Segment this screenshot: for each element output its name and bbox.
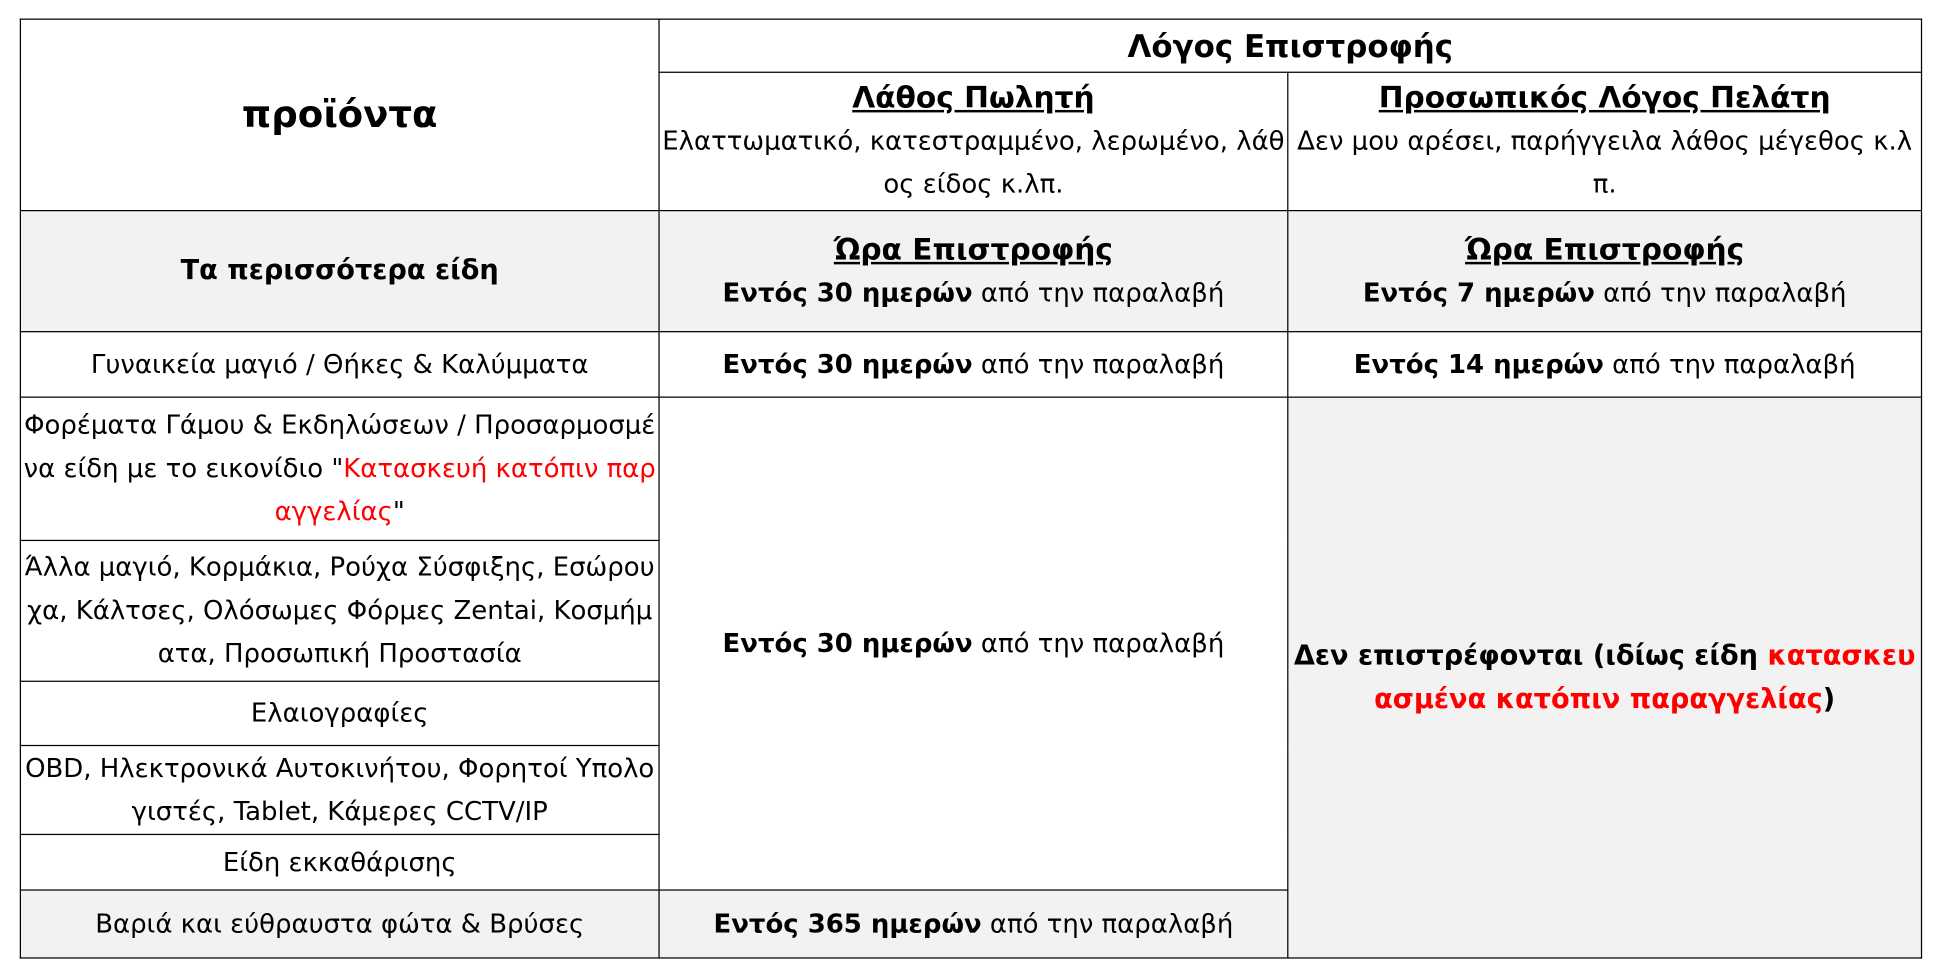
seller-return-rest: από την παραλαβή (972, 277, 1225, 307)
row-seller-cell (659, 890, 1288, 958)
most-items-seller-cell (659, 211, 1288, 332)
row-seller-rest: από την παραλαβή (981, 908, 1234, 939)
row-label (20, 397, 659, 540)
row-label: OBD, Ηλεκτρονικά Αυτοκινήτου, Φορητοί Υπολογιστές, Tablet, Κάμερες CCTV/IP (20, 746, 659, 835)
table-row (20, 332, 1921, 397)
row-label: Άλλα μαγιό, Κορμάκια, Ρούχα Σύσφιξης, Εσώρουχα, Κάλτσες, Ολόσωμες Φόρμες Zentai, Κοσμήματα, Προσωπική Προστασία (20, 540, 659, 681)
customer-return-time-title: Ώρα Επιστροφής (1465, 231, 1745, 267)
customer-return-rest: από την παραλαβή (1594, 277, 1847, 307)
row-label: Βαριά και εύθραυστα φώτα & Βρύσες (20, 890, 659, 958)
seller-error-header (659, 72, 1288, 210)
seller-error-title: Λάθος Πωλητή (852, 80, 1095, 115)
customer-personal-title: Προσωπικός Λόγος Πελάτη (1378, 80, 1831, 115)
table-row (20, 397, 1921, 540)
group-seller-cell (659, 397, 1288, 890)
made-to-order-label: Κατασκευή κατόπιν παραγγελίας (274, 453, 656, 527)
row-customer-cell (1288, 332, 1922, 397)
row-customer-days: Εντός 14 ημερών (1353, 348, 1604, 379)
row-label: Ελαιογραφίες (20, 681, 659, 745)
return-reason-header (659, 19, 1921, 72)
row-seller-rest: από την παραλαβή (972, 348, 1225, 379)
seller-error-desc: Ελαττωματικό, κατεστραμμένο, λερωμένο, λάθος είδος κ.λπ. (662, 126, 1285, 199)
row-label: Γυναικεία μαγιό / Θήκες & Καλύμματα (20, 332, 659, 397)
products-header (20, 19, 659, 210)
row-label-quote: " (392, 496, 405, 527)
no-return-red-text: κατασκευασμένα κατόπιν παραγγελίας (1374, 640, 1916, 715)
customer-return-days: Εντός 7 ημερών (1362, 277, 1595, 307)
most-items-label: Τα περισσότερα είδη (20, 211, 659, 332)
row-label: Είδη εκκαθάρισης (20, 834, 659, 890)
seller-return-time-title: Ώρα Επιστροφής (833, 231, 1113, 267)
return-policy-table (20, 19, 1922, 959)
group-seller-rest: από την παραλαβή (972, 628, 1225, 658)
products-label: προϊόντα (241, 93, 438, 137)
customer-personal-header (1288, 72, 1922, 210)
row-seller-days: Εντός 30 ημερών (722, 348, 973, 379)
no-return-text: Δεν επιστρέφονται (ιδίως είδη (1293, 640, 1768, 672)
row-customer-rest: από την παραλαβή (1603, 348, 1856, 379)
row-seller-days: Εντός 365 ημερών (713, 908, 982, 939)
no-return-close: ) (1822, 683, 1836, 715)
most-items-customer-cell (1288, 211, 1922, 332)
row-label-text: Φορέματα Γάμου & Εκδηλώσεων / Προσαρμοσμένα είδη με το εικονίδιο " (23, 410, 656, 484)
seller-return-days: Εντός 30 ημερών (722, 277, 973, 307)
most-items-row (20, 211, 1921, 332)
row-seller-cell (659, 332, 1288, 397)
customer-personal-desc: Δεν μου αρέσει, παρήγγειλα λάθος μέγεθος κ.λπ. (1297, 126, 1913, 199)
no-return-cell (1288, 397, 1922, 958)
group-seller-days: Εντός 30 ημερών (722, 628, 973, 658)
return-reason-label: Λόγος Επιστροφής (1127, 27, 1454, 64)
